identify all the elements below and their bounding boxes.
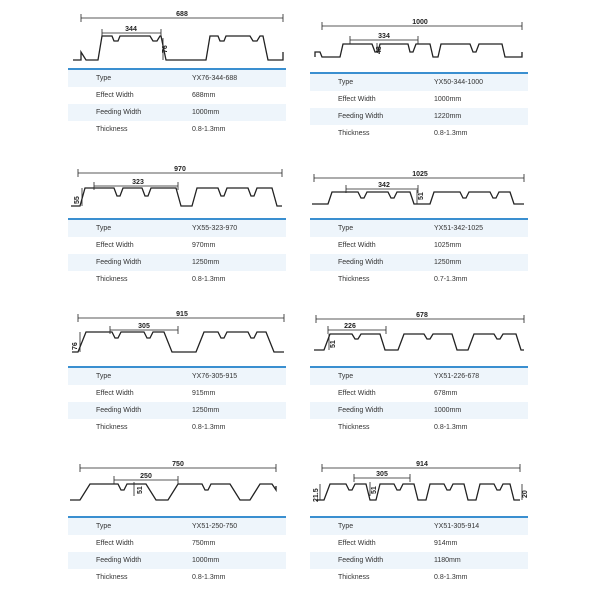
spec-table: [310, 218, 528, 288]
spec-label: Type: [338, 225, 354, 232]
table-row: [68, 87, 286, 104]
height-dim: 51: [371, 486, 378, 494]
spec-label: Effect Width: [96, 540, 134, 547]
height-dim: 51: [137, 486, 144, 494]
spec-label: Feeding Width: [96, 407, 142, 414]
table-row: [310, 73, 528, 91]
spec-label: Thickness: [96, 126, 128, 133]
spec-label: Effect Width: [338, 540, 376, 547]
height-dim: 48: [376, 46, 383, 54]
spec-value: YX51-342-1025: [434, 225, 484, 232]
spec-label: Effect Width: [96, 242, 134, 249]
spec-value: 0.8-1.3mm: [192, 126, 226, 133]
table-row: [68, 385, 286, 402]
spec-label: Effect Width: [338, 242, 376, 249]
pitch-dim: 305: [376, 471, 388, 478]
spec-label: Thickness: [96, 276, 128, 283]
pitch-dim: 305: [138, 323, 150, 330]
spec-table: [310, 72, 528, 142]
spec-label: Feeding Width: [96, 109, 142, 116]
spec-value: 688mm: [192, 92, 216, 99]
spec-label: Type: [338, 523, 354, 530]
spec-label: Thickness: [338, 424, 370, 431]
spec-value: 0.8-1.3mm: [434, 424, 468, 431]
spec-label: Feeding Width: [338, 407, 384, 414]
spec-label: Effect Width: [338, 96, 376, 103]
height-left-dim: 21.5: [313, 488, 320, 502]
height-dim: 51: [330, 340, 337, 348]
table-row: [68, 402, 286, 419]
spec-value: YX51-305-914: [434, 523, 480, 530]
table-row: [310, 254, 528, 271]
table-row: [310, 108, 528, 125]
spec-label: Effect Width: [96, 390, 134, 397]
spec-table: [310, 516, 528, 586]
table-row: [68, 419, 286, 436]
table-row: [310, 535, 528, 552]
spec-value: YX76-305-915: [192, 373, 238, 380]
spec-label: Thickness: [338, 276, 370, 283]
spec-value: YX55-323-970: [192, 225, 238, 232]
spec-value: 1180mm: [434, 557, 461, 564]
spec-value: YX76-344-688: [192, 75, 238, 82]
spec-label: Type: [96, 75, 112, 82]
table-row: [68, 219, 286, 237]
table-row: [68, 367, 286, 385]
overall-width-dim: 1025: [412, 171, 428, 178]
spec-value: 0.7-1.3mm: [434, 276, 468, 283]
spec-label: Type: [96, 373, 112, 380]
spec-label: Feeding Width: [96, 259, 142, 266]
overall-width-dim: 750: [172, 461, 184, 468]
spec-table: [68, 68, 286, 138]
spec-value: 970mm: [192, 242, 216, 249]
overall-width-dim: 678: [416, 312, 428, 319]
spec-value: 1000mm: [434, 96, 462, 103]
table-row: [310, 271, 528, 288]
pitch-dim: 334: [378, 33, 390, 40]
spec-label: Type: [96, 523, 112, 530]
spec-value: 1000mm: [434, 407, 462, 414]
table-row: [310, 219, 528, 237]
overall-width-dim: 914: [416, 461, 428, 468]
spec-label: Feeding Width: [338, 113, 384, 120]
spec-label: Type: [96, 225, 112, 232]
spec-value: YX51-250-750: [192, 523, 238, 530]
profile-drawing: [310, 158, 528, 216]
pitch-dim: 250: [140, 473, 152, 480]
spec-value: 1250mm: [192, 407, 220, 414]
table-row: [68, 121, 286, 138]
spec-value: 1250mm: [434, 259, 462, 266]
spec-value: 0.8-1.3mm: [434, 574, 468, 581]
height-right-dim: 20: [522, 490, 529, 498]
table-row: [68, 254, 286, 271]
spec-table: [68, 516, 286, 586]
profile-drawing: [68, 8, 286, 66]
spec-value: 1220mm: [434, 113, 462, 120]
table-row: [68, 535, 286, 552]
table-row: [310, 367, 528, 385]
overall-width-dim: 1000: [412, 19, 428, 26]
table-row: [310, 419, 528, 436]
spec-label: Feeding Width: [96, 557, 142, 564]
spec-value: 915mm: [192, 390, 216, 397]
spec-value: 678mm: [434, 390, 458, 397]
spec-value: 914mm: [434, 540, 458, 547]
table-row: [310, 91, 528, 108]
height-dim: 76: [72, 342, 79, 350]
pitch-dim: 342: [378, 182, 390, 189]
spec-table: [310, 366, 528, 436]
table-row: [310, 237, 528, 254]
table-row: [68, 517, 286, 535]
spec-value: 1000mm: [192, 109, 220, 116]
profile-drawing: [310, 12, 528, 70]
spec-value: 1025mm: [434, 242, 462, 249]
overall-width-dim: 970: [174, 166, 186, 173]
spec-value: YX50-344-1000: [434, 79, 484, 86]
spec-value: 1250mm: [192, 259, 220, 266]
pitch-dim: 344: [125, 26, 137, 33]
table-row: [310, 402, 528, 419]
table-row: [68, 104, 286, 121]
spec-label: Type: [338, 79, 354, 86]
spec-label: Feeding Width: [338, 259, 384, 266]
spec-label: Thickness: [338, 130, 370, 137]
pitch-dim: 226: [344, 323, 356, 330]
spec-value: 0.8-1.3mm: [192, 424, 226, 431]
table-row: [310, 552, 528, 569]
spec-table: [68, 366, 286, 436]
spec-label: Thickness: [338, 574, 370, 581]
spec-value: 0.8-1.3mm: [192, 574, 226, 581]
spec-label: Effect Width: [96, 92, 134, 99]
table-row: [68, 271, 286, 288]
spec-table: [68, 218, 286, 288]
spec-label: Thickness: [96, 424, 128, 431]
spec-value: 1000mm: [192, 557, 220, 564]
table-row: [68, 552, 286, 569]
spec-value: YX51-226-678: [434, 373, 480, 380]
table-row: [68, 237, 286, 254]
height-dim: 55: [74, 196, 81, 204]
spec-value: 0.8-1.3mm: [434, 130, 468, 137]
profile-drawing: [68, 306, 286, 364]
spec-value: 0.8-1.3mm: [192, 276, 226, 283]
spec-label: Effect Width: [338, 390, 376, 397]
profile-drawing: [310, 306, 528, 364]
spec-label: Type: [338, 373, 354, 380]
spec-value: 750mm: [192, 540, 216, 547]
overall-width-dim: 915: [176, 311, 188, 318]
table-row: [310, 385, 528, 402]
table-row: [310, 569, 528, 586]
height-dim: 51: [418, 192, 425, 200]
height-dim: 76: [162, 45, 169, 53]
table-row: [310, 517, 528, 535]
profile-drawing: [68, 158, 286, 216]
spec-label: Feeding Width: [338, 557, 384, 564]
table-row: [68, 569, 286, 586]
table-row: [310, 125, 528, 142]
overall-width-dim: 688: [176, 11, 188, 18]
profile-drawing: [68, 456, 286, 514]
table-row: [68, 69, 286, 87]
profile-drawing: [310, 456, 528, 514]
pitch-dim: 323: [132, 179, 144, 186]
spec-label: Thickness: [96, 574, 128, 581]
